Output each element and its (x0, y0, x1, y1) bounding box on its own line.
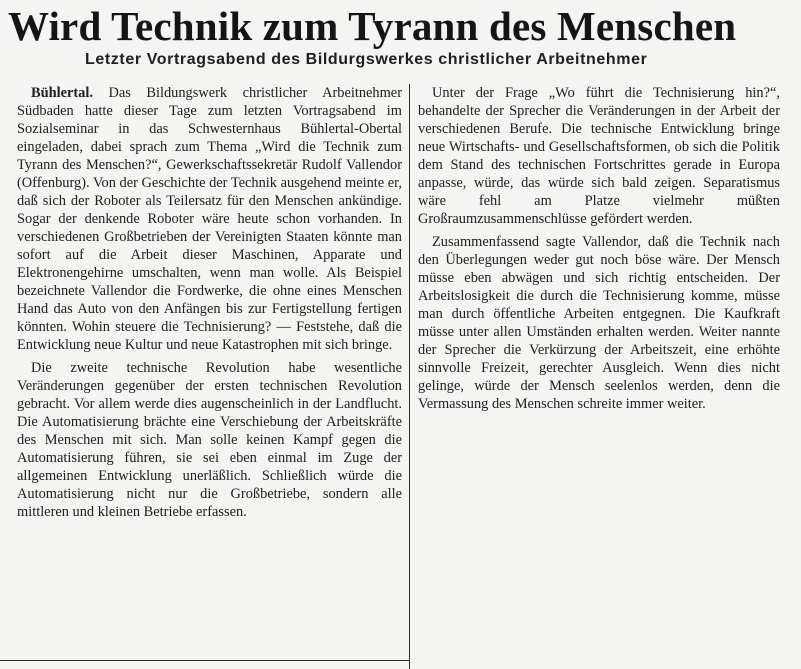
paragraph-text: Das Bildungswerk christlicher Arbeitnehmer Südbaden hatte dieser Tage zum letzten Vortragsabend im Sozialseminar in das Schwesternhaus Bühlertal-Obertal eingeladen, dabei sprach zum Thema „Wird die Technik zum Tyrann des Menschen?“, Gewerkschaftssekretär Rudolf Vallendor (Offenburg). Von der Geschichte der Technik ausgehend meinte er, daß sich der Roboter als Teilersatz für den Menschen ankündige. Sogar der denkende Roboter wäre heute schon vorhanden. In verschiedenen Großbetrieben der Vereinigten Staaten könnte man sofort auf die Arbeit dieser Maschinen, Apparate und Elektronengehirne umschalten, wenn man wolle. Als Beispiel bezeichnete Vallendor die Fordwerke, die ohne eines Menschen Hand das Auto von den Anfängen bis zur Fertigstellung fertigen könnten. Wohin steuere die Technisierung? — Feststehe, daß die Entwicklung neue Kultur und neue Katastrophen mit sich bringe. (17, 85, 402, 353)
column-bottom-rule (0, 660, 409, 661)
paragraph: Die zweite technische Revolution habe wesentliche Veränderungen gegenüber der ersten technischen Revolution gebracht. Vor allem werde dies augenscheinlich in der Landflucht. Die Automatisierung brächte eine Verschiebung der Arbeitskräfte des Menschen mit sich. Man solle keinen Kampf gegen die Automatisierung führen, sie sei eben einmal im Zuge der allgemeinen Entwicklung unerläßlich. Schließlich würde die Automatisierung nicht nur die Großbetriebe, sondern alle mittleren und kleinen Betriebe erfassen. (17, 360, 402, 520)
paragraph (17, 84, 402, 354)
right-column (418, 84, 780, 413)
article-headline: Wird Technik zum Tyrann des Menschen (8, 3, 737, 49)
left-column (17, 84, 402, 521)
column-divider (409, 84, 410, 669)
dateline: Bühlertal. (31, 85, 93, 101)
paragraph: Zusammenfassend sagte Vallendor, daß die Technik nach den Überlegungen weder gut noch böse wäre. Der Mensch müsse eben abwägen und sich richtig entscheiden. Der Arbeitslosigkeit die durch die Technisierung komme, müsse man durch öffentliche Arbeiten entgegnen. Die Kaufkraft müsse unter allen Umständen erhalten werden. Weiter nannte der Sprecher die Verkürzung der Arbeitszeit, eine erhöhte sinnvolle Freizeit, gerechter Ausgleich. Wenn dies nicht gelinge, würde der Mensch seelenlos werden, denn die Vermassung des Menschen schreite immer weiter. (418, 234, 780, 412)
paragraph: Unter der Frage „Wo führt die Technisierung hin?“, behandelte der Sprecher die Veränderungen in der Arbeit der verschiedenen Berufe. Die technische Entwicklung bringe neue Wirtschafts- und Gesellschaftsformen, ob sich die Politik dem Stand des technischen Fortschrittes gerade in Europa anpasse, würde, das würde sich bald zeigen. Separatismus wäre fehl am Platze vielmehr müßten Großraumzusammenschlüsse gefördert werden. (418, 85, 780, 227)
article-subheadline: Letzter Vortragsabend des Bildurgswerkes christlicher Arbeitnehmer (85, 51, 648, 68)
